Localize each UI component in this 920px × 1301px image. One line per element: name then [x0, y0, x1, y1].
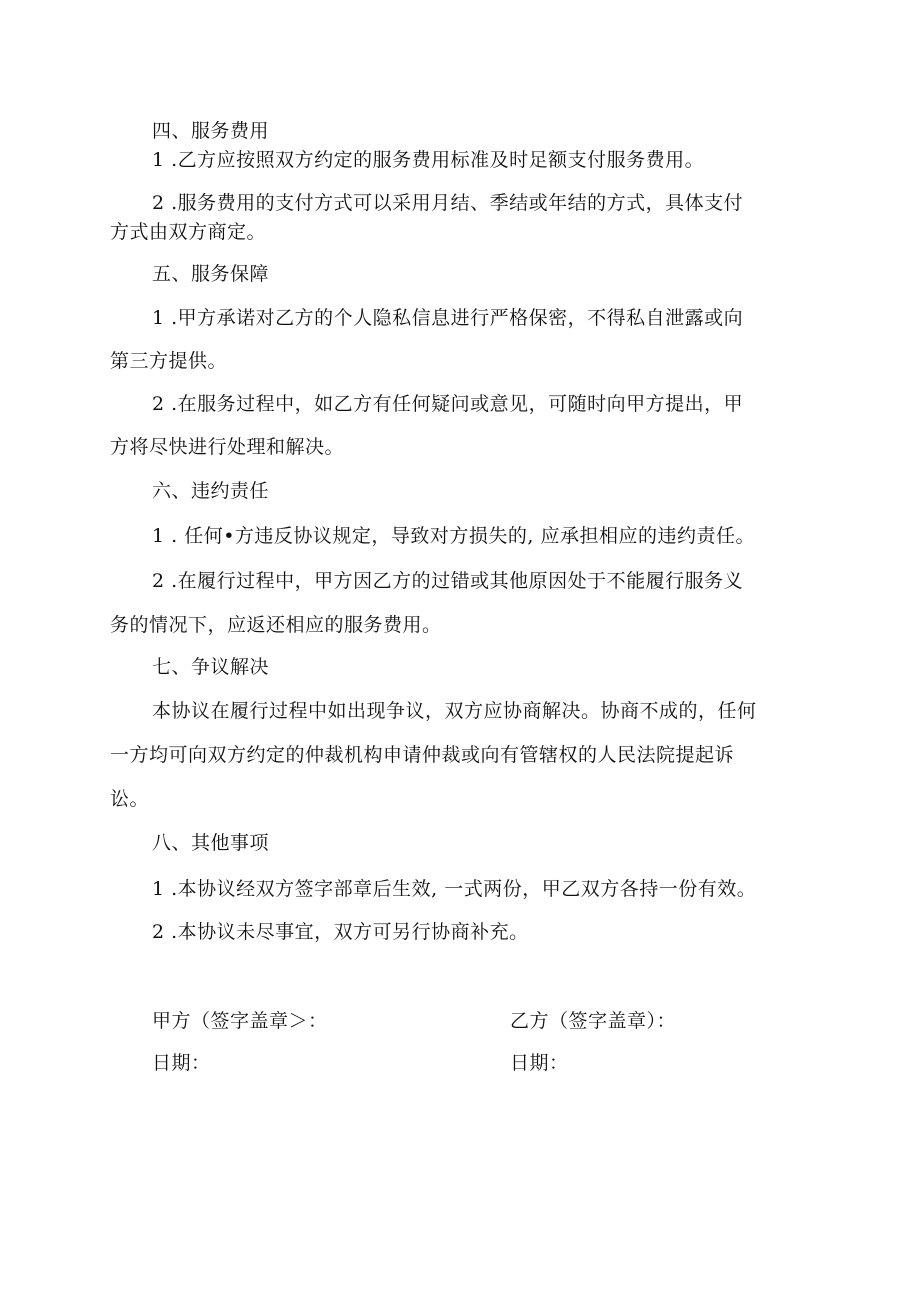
section-7-paragraph-line-3: 讼。 [110, 788, 150, 810]
section-8-heading: 八、其他事项 [152, 832, 270, 854]
section-5-item-1-line-1: 1 .甲方承诺对乙方的个人隐私信息进行严格保密，不得私自泄露或向 [152, 307, 744, 329]
section-4-item-2-line-2: 方式由双方商定。 [110, 221, 267, 243]
section-5-item-1-line-2: 第三方提供。 [110, 350, 228, 372]
section-6-item-2-line-2: 务的情况下，应返还相应的服务费用。 [110, 614, 442, 636]
party-b-date-label: 日期： [510, 1052, 569, 1074]
section-4-item-2-line-1: 2 .服务费用的支付方式可以采用月结、季结或年结的方式，具体支付 [152, 192, 744, 214]
section-8-item-1: 1 .本协议经双方签字部章后生效, 一式两份，甲乙双方各持一份有效。 [152, 878, 757, 900]
section-4-item-1: 1 .乙方应按照双方约定的服务费用标准及时足额支付服务费用。 [152, 149, 705, 171]
section-6-heading: 六、违约责任 [152, 480, 270, 502]
section-5-heading: 五、服务保障 [152, 263, 270, 285]
party-b-signature-label: 乙方（签字盖章）： [510, 1010, 677, 1032]
section-5-item-2-line-1: 2 .在服务过程中，如乙方有任何疑问或意见，可随时向甲方提出，甲 [152, 393, 744, 415]
section-4-heading: 四、服务费用 [152, 120, 270, 142]
section-7-paragraph-line-2: 一方均可向双方约定的仲裁机构申请仲裁或向有管辖权的人民法院提起诉 [110, 744, 735, 766]
section-6-item-2-line-1: 2 .在履行过程中，甲方因乙方的过错或其他原因处于不能履行服务义 [152, 570, 744, 592]
section-8-item-2: 2 .本协议未尽事宜，双方可另行协商补充。 [152, 921, 529, 943]
party-a-signature-label: 甲方（签字盖章＞： [152, 1010, 328, 1032]
section-5-item-2-line-2: 方将尽快进行处理和解决。 [110, 436, 345, 458]
section-6-item-1: 1 . 任何•方违反协议规定，导致对方损失的, 应承担相应的违约责任。 [152, 525, 755, 547]
party-a-date-label: 日期： [152, 1052, 211, 1074]
section-7-paragraph-line-1: 本协议在履行过程中如出现争议，双方应协商解决。协商不成的，任何 [152, 700, 757, 722]
section-7-heading: 七、争议解决 [152, 656, 270, 678]
